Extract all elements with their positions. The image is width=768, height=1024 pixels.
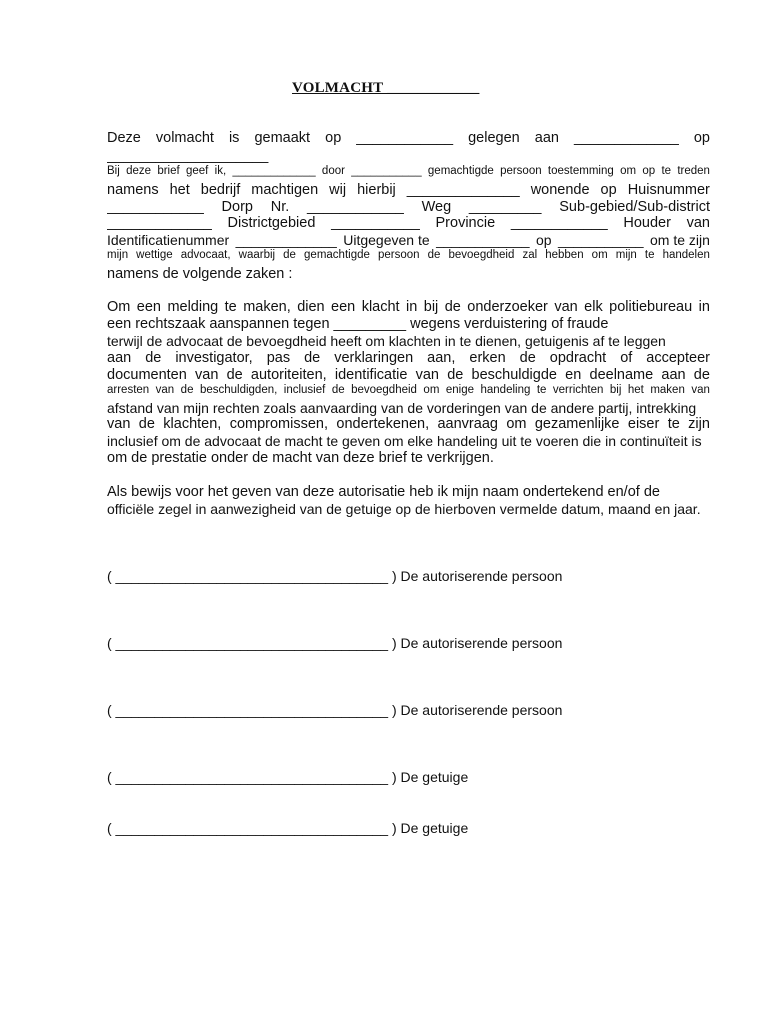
word: om bbox=[506, 416, 527, 432]
word: mijn bbox=[107, 249, 129, 261]
word: en bbox=[565, 367, 582, 383]
word: de bbox=[519, 350, 536, 366]
word: de bbox=[180, 384, 194, 396]
word: namens bbox=[107, 182, 159, 198]
word: Deze bbox=[107, 130, 141, 146]
word: _____________ bbox=[573, 130, 679, 146]
word: te bbox=[224, 299, 237, 315]
intro-line-3 bbox=[107, 165, 710, 177]
word: om bbox=[620, 165, 637, 177]
body-line-8 bbox=[107, 416, 710, 432]
word: aanvraag bbox=[437, 416, 498, 432]
word: handelen bbox=[662, 249, 710, 261]
word: ____________ bbox=[510, 215, 608, 231]
word: om bbox=[423, 384, 440, 396]
word: aan bbox=[107, 350, 132, 366]
word: _____________ bbox=[107, 215, 212, 231]
word: gelegen bbox=[468, 130, 520, 146]
word: _____________ bbox=[235, 232, 337, 248]
intro-line-8 bbox=[107, 249, 710, 261]
word: of bbox=[620, 350, 633, 366]
word: elk bbox=[584, 299, 603, 315]
word: in bbox=[406, 299, 418, 315]
word: politiebureau bbox=[609, 299, 693, 315]
word: beschuldigde bbox=[471, 367, 557, 383]
word: Huisnummer bbox=[627, 182, 710, 198]
word: autoriteiten, bbox=[250, 367, 327, 383]
intro-line-1 bbox=[107, 130, 710, 146]
word: deze bbox=[126, 165, 152, 177]
word: op bbox=[693, 130, 710, 146]
word: investigator, bbox=[175, 350, 253, 366]
word: hierbij bbox=[357, 182, 396, 198]
word: Districtgebied bbox=[227, 215, 316, 231]
word: erken bbox=[469, 350, 506, 366]
intro-line-7 bbox=[107, 232, 710, 248]
word: de bbox=[145, 350, 162, 366]
word: van bbox=[107, 416, 131, 432]
word: enige bbox=[445, 384, 475, 396]
body-line-2: een rechtszaak aanspannen tegen _________ wegens verduistering of fraude bbox=[107, 316, 609, 332]
word: Nr. bbox=[270, 199, 290, 215]
word: volmacht bbox=[155, 130, 214, 146]
word: identificatie bbox=[334, 367, 408, 383]
word: accepteer bbox=[646, 350, 710, 366]
word: opdracht bbox=[549, 350, 607, 366]
body-line-4 bbox=[107, 350, 710, 366]
word: de bbox=[447, 367, 464, 383]
word: ___________ bbox=[331, 215, 420, 231]
word: op bbox=[642, 165, 656, 177]
intro-line-4 bbox=[107, 182, 710, 198]
word: aan bbox=[534, 130, 559, 146]
word: wonende bbox=[530, 182, 590, 198]
word: de bbox=[226, 367, 243, 383]
word: van bbox=[195, 367, 219, 383]
word: brief bbox=[157, 165, 180, 177]
word: _________ bbox=[468, 199, 542, 215]
word: aan bbox=[661, 367, 686, 383]
word: bij bbox=[423, 299, 439, 315]
word: ___________ bbox=[557, 232, 644, 248]
word: geef bbox=[185, 165, 209, 177]
word: bij bbox=[609, 384, 622, 396]
word: de bbox=[304, 350, 321, 366]
word: compromissen, bbox=[229, 416, 329, 432]
word: zijn bbox=[688, 416, 710, 432]
signature-line-authorizer-1: ( ___________________________________ ) De autoriserende persoon bbox=[107, 568, 563, 584]
word: beschuldigden, bbox=[199, 384, 278, 396]
intro-line-2: ____________________ bbox=[107, 148, 269, 164]
word: Sub-gebied/Sub-district bbox=[559, 199, 710, 215]
body-line-10: om de prestatie onder de macht van deze brief te verkrijgen. bbox=[107, 450, 494, 466]
signature-line-authorizer-2: ( ___________________________________ ) De autoriserende persoon bbox=[107, 635, 563, 651]
word: maken bbox=[650, 384, 685, 396]
word: bevoegdheid bbox=[448, 249, 515, 261]
word: mijn bbox=[615, 249, 637, 261]
word: is bbox=[228, 130, 240, 146]
word: Dorp bbox=[221, 199, 253, 215]
word: het bbox=[627, 384, 644, 396]
word: op bbox=[325, 130, 342, 146]
word: van bbox=[155, 384, 175, 396]
word: pas bbox=[266, 350, 291, 366]
word: arresten bbox=[107, 384, 150, 396]
word: Om bbox=[107, 299, 131, 315]
intro-line-9: namens de volgende zaken : bbox=[107, 266, 293, 282]
body-line-9: inclusief om de advocaat de macht te geven om elke handeling uit te voeren die in continuïteit is bbox=[107, 433, 702, 449]
word: te bbox=[644, 249, 655, 261]
word: de bbox=[427, 249, 441, 261]
word: bedrijf bbox=[200, 182, 241, 198]
word: van bbox=[415, 367, 439, 383]
document-title: VOLMACHT ____________ bbox=[292, 80, 480, 96]
word: een bbox=[331, 299, 356, 315]
word: documenten bbox=[107, 367, 187, 383]
word: treden bbox=[677, 165, 710, 177]
body-line-3: terwijl de advocaat de bevoegdheid heeft om klachten in te dienen, getuigenis af te leggen bbox=[107, 333, 666, 349]
word: wij bbox=[329, 182, 347, 198]
body-line-5 bbox=[107, 367, 710, 383]
word: door bbox=[321, 165, 345, 177]
word: een bbox=[136, 299, 161, 315]
word: ondertekenen, bbox=[336, 416, 430, 432]
body-line-6 bbox=[107, 384, 710, 396]
word: het bbox=[169, 182, 190, 198]
word: gemachtigde bbox=[427, 165, 494, 177]
word: ____________ bbox=[356, 130, 454, 146]
word: maken, bbox=[243, 299, 291, 315]
intro-line-6 bbox=[107, 215, 710, 231]
word: _____________ bbox=[232, 165, 316, 177]
word: de bbox=[331, 384, 345, 396]
word: persoon bbox=[377, 249, 420, 261]
word: Houder bbox=[623, 215, 671, 231]
body-line-1 bbox=[107, 299, 710, 315]
word: de bbox=[693, 367, 710, 383]
word: zal bbox=[522, 249, 538, 261]
word: Weg bbox=[421, 199, 452, 215]
word: te bbox=[667, 416, 680, 432]
word: op bbox=[600, 182, 617, 198]
word: de bbox=[138, 416, 155, 432]
word: waarbij bbox=[238, 249, 276, 261]
word: ik, bbox=[214, 165, 227, 177]
word: van bbox=[686, 215, 710, 231]
word: om bbox=[591, 249, 608, 261]
word: gezamenlijke bbox=[534, 416, 620, 432]
word: te bbox=[536, 384, 547, 396]
intro-line-5 bbox=[107, 199, 710, 215]
word: de bbox=[283, 249, 296, 261]
word: toestemming bbox=[547, 165, 614, 177]
word: bevoegdheid bbox=[351, 384, 417, 396]
word: ____________ bbox=[307, 199, 404, 215]
word: ___________ bbox=[351, 165, 422, 177]
word: te bbox=[661, 165, 672, 177]
signature-line-witness-1: ( ___________________________________ ) De getuige bbox=[107, 769, 469, 785]
word: ____________ bbox=[436, 232, 530, 248]
word: Uitgegeven te bbox=[343, 232, 430, 248]
word: Identificatienummer bbox=[107, 232, 230, 248]
word: melding bbox=[167, 299, 219, 315]
closing-line-1: Als bewijs voor het geven van deze autorisatie heb ik mijn naam ondertekend en/of de bbox=[107, 484, 660, 500]
word: ____________ bbox=[107, 199, 204, 215]
word: de bbox=[444, 299, 461, 315]
word: verklaringen bbox=[334, 350, 414, 366]
signature-line-witness-2: ( ___________________________________ ) De getuige bbox=[107, 820, 469, 836]
word: eiser bbox=[627, 416, 660, 432]
word: wettige bbox=[136, 249, 173, 261]
word: van bbox=[691, 384, 710, 396]
word: in bbox=[698, 299, 710, 315]
word: verrichten bbox=[552, 384, 604, 396]
word: gemaakt bbox=[254, 130, 311, 146]
word: Provincie bbox=[435, 215, 496, 231]
closing-line-2: officiële zegel in aanwezigheid van de getuige op de hierboven vermelde datum, maand en jaar. bbox=[107, 501, 701, 517]
word: gemachtigde bbox=[304, 249, 370, 261]
word: klacht bbox=[361, 299, 400, 315]
word: ______________ bbox=[406, 182, 520, 198]
word: machtigen bbox=[251, 182, 319, 198]
word: klachten, bbox=[163, 416, 222, 432]
word: advocaat, bbox=[180, 249, 231, 261]
word: van bbox=[554, 299, 578, 315]
word: hebben bbox=[545, 249, 584, 261]
word: deelname bbox=[589, 367, 654, 383]
body-line-7: afstand van mijn rechten zoals aanvaarding van de vorderingen van de andere partij, intrekking bbox=[107, 400, 697, 416]
word: dien bbox=[297, 299, 325, 315]
signature-line-authorizer-3: ( ___________________________________ ) De autoriserende persoon bbox=[107, 702, 563, 718]
word: om te zijn bbox=[650, 232, 710, 248]
word: aan, bbox=[427, 350, 456, 366]
word: inclusief bbox=[283, 384, 326, 396]
word: op bbox=[535, 232, 552, 248]
word: Bij bbox=[107, 165, 120, 177]
word: onderzoeker bbox=[467, 299, 548, 315]
word: persoon bbox=[500, 165, 542, 177]
word: handeling bbox=[480, 384, 531, 396]
